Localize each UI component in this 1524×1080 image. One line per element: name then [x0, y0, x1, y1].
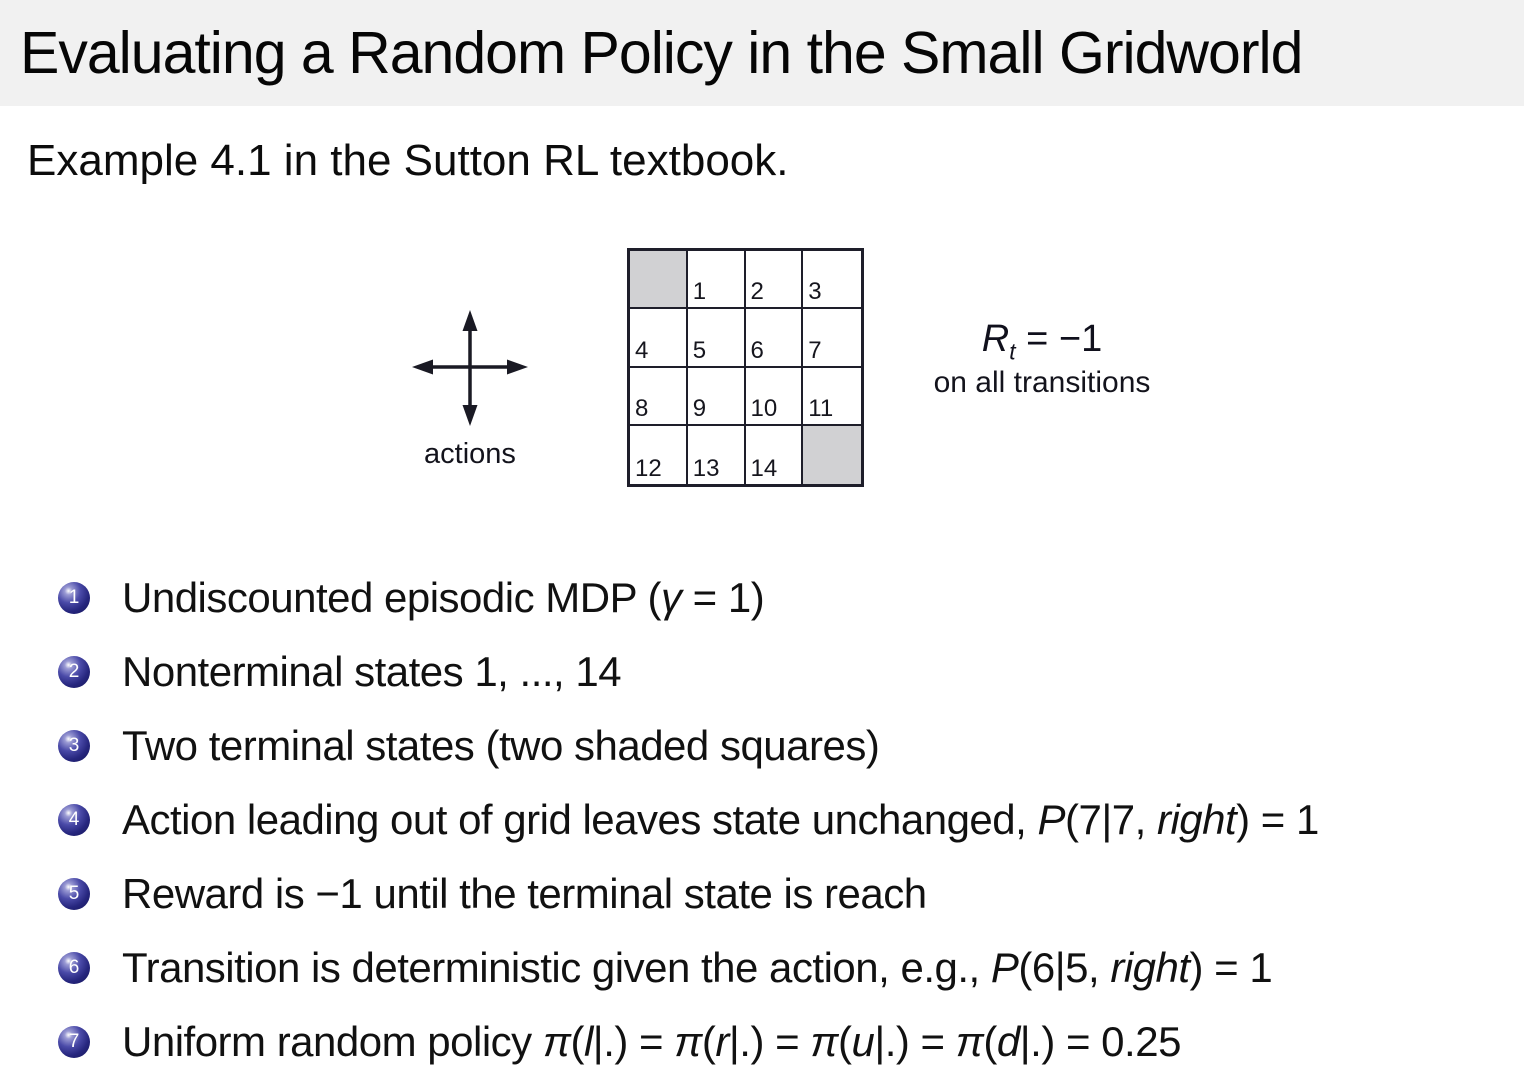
- item-text: [122, 796, 1319, 844]
- grid-cell-label: 12: [635, 455, 662, 482]
- list-item: [58, 644, 621, 700]
- text-segment: |.) =: [592, 1018, 675, 1065]
- grid-cell-label: 9: [692, 394, 707, 422]
- grid-cell-label: 7: [808, 336, 822, 364]
- grid-cell-label: 8: [635, 394, 649, 422]
- item-number-ball-icon: 6: [58, 952, 90, 984]
- text-segment: Reward is: [122, 870, 316, 917]
- item-number-ball-icon: 1: [58, 582, 90, 614]
- text-segment: Nonterminal states: [122, 648, 475, 695]
- item-text: [122, 574, 764, 622]
- grid-cell-label: 10: [750, 394, 778, 422]
- text-segment: = −1: [1015, 318, 1103, 360]
- grid-cell-label: 5: [692, 336, 707, 364]
- text-segment: = 1): [681, 574, 765, 621]
- text-segment: r: [715, 1018, 729, 1065]
- text-segment: d: [996, 1018, 1020, 1065]
- grid-cell-label: 3: [808, 278, 822, 306]
- text-segment: (: [983, 1018, 997, 1065]
- text-segment: P: [990, 944, 1019, 991]
- reward-caption: on all transitions: [933, 365, 1151, 399]
- text-segment: l: [583, 1018, 593, 1065]
- list-item: [58, 1014, 1181, 1070]
- text-segment: π: [955, 1018, 984, 1065]
- list-item: [58, 570, 764, 626]
- text-segment: ) = 1: [1189, 944, 1273, 991]
- item-number-ball-icon: 5: [58, 878, 90, 910]
- text-segment: |.) =: [874, 1018, 956, 1065]
- item-text: [122, 722, 879, 770]
- text-segment: Action leading out of grid leaves state unchanged,: [122, 796, 1038, 843]
- text-segment: right: [1156, 796, 1237, 843]
- text-segment: π: [810, 1018, 838, 1065]
- text-segment: (: [837, 1018, 852, 1065]
- item-number-ball-icon: 4: [58, 804, 90, 836]
- grid-cell-label: 6: [750, 336, 764, 364]
- grid-cell-label: 2: [750, 278, 764, 306]
- item-number-ball-icon: 3: [58, 730, 90, 762]
- text-segment: u: [851, 1018, 875, 1065]
- text-segment: right: [1110, 944, 1190, 991]
- text-segment: (6|5,: [1018, 944, 1111, 991]
- item-text: [122, 1018, 1181, 1066]
- text-segment: |.) = 0.25: [1019, 1018, 1181, 1065]
- list-item: [58, 792, 1319, 848]
- text-segment: Two terminal states (two shaded squares): [122, 722, 880, 769]
- text-segment: π: [542, 1018, 571, 1065]
- grid-cell-label: 1: [692, 278, 707, 306]
- text-segment: until the terminal state is reach: [362, 870, 927, 917]
- item-text: [122, 648, 621, 696]
- text-segment: 1, ..., 14: [474, 648, 622, 695]
- text-segment: (: [570, 1018, 584, 1065]
- list-item: [58, 866, 927, 922]
- example-subtitle: Example 4.1 in the Sutton RL textbook.: [27, 136, 789, 185]
- text-segment: (7|7,: [1065, 796, 1157, 843]
- grid-cell-label: 11: [808, 394, 834, 422]
- actions-label: actions: [424, 438, 516, 470]
- grid-cell-label: 4: [635, 336, 649, 364]
- grid-cell-label: 14: [750, 455, 778, 482]
- text-segment: γ: [661, 574, 682, 621]
- text-segment: (: [647, 574, 662, 621]
- item-number-ball-icon: 7: [58, 1026, 90, 1058]
- grid-cell-label: 13: [692, 455, 720, 482]
- text-segment: −1: [315, 870, 363, 917]
- text-segment: Transition is deterministic given the action, e.g.,: [122, 944, 991, 991]
- text-segment: ) = 1: [1236, 796, 1319, 843]
- text-segment: (: [701, 1018, 716, 1065]
- text-segment: |.) =: [728, 1018, 811, 1065]
- text-segment: P: [1037, 796, 1065, 843]
- page-title: Evaluating a Random Policy in the Small Gridworld: [20, 20, 1303, 86]
- item-text: [122, 944, 1272, 992]
- text-segment: Undiscounted episodic MDP: [122, 574, 648, 621]
- text-segment: Uniform random policy: [122, 1018, 543, 1065]
- item-number-ball-icon: 2: [58, 656, 90, 688]
- item-text: [122, 870, 927, 918]
- text-segment: t: [1009, 338, 1016, 365]
- list-item: [58, 940, 1272, 996]
- text-segment: R: [981, 318, 1010, 360]
- text-segment: π: [674, 1018, 702, 1065]
- list-item: [58, 718, 879, 774]
